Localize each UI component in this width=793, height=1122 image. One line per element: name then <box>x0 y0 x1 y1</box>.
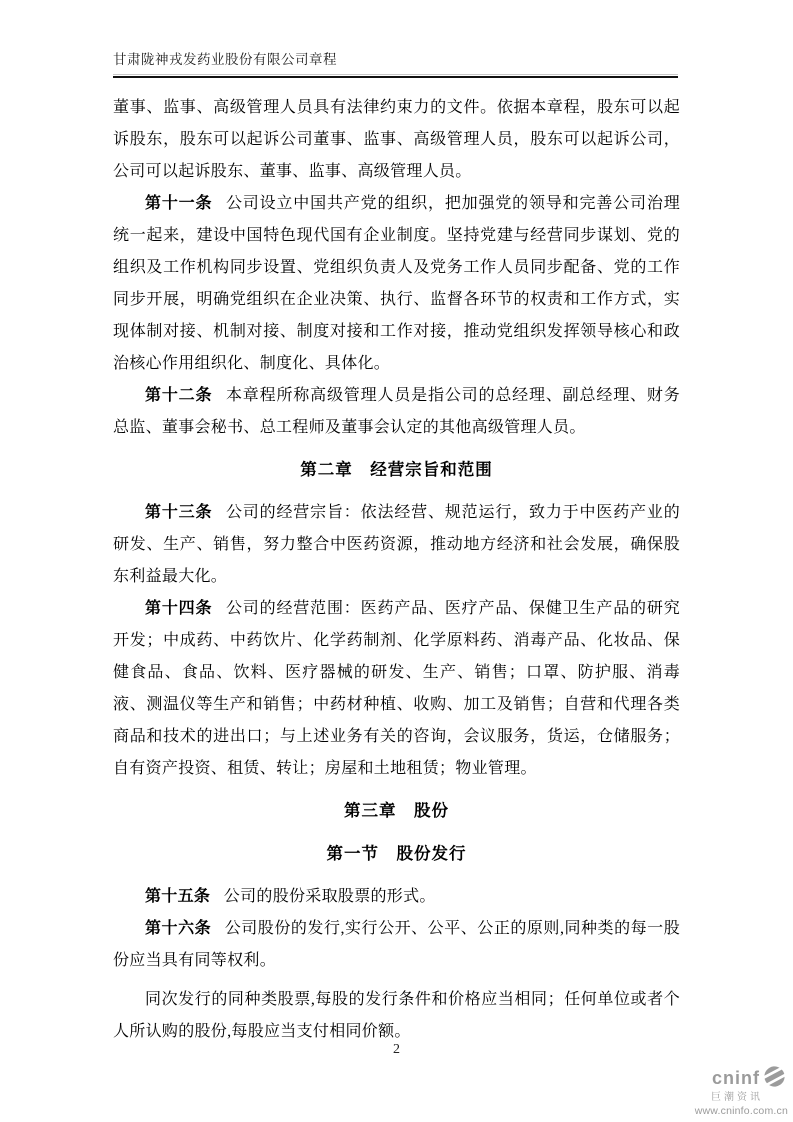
article-14-number: 第十四条 <box>145 600 213 617</box>
article-13 <box>113 497 680 593</box>
article-16-text: 公司股份的发行,实行公开、公平、公正的原则,同种类的每一股份应当具有同等权利。 <box>113 920 680 969</box>
cninfo-chinese-name: 巨潮资讯 <box>711 1092 763 1104</box>
chapter-2-heading: 第二章 经营宗旨和范围 <box>300 461 493 479</box>
header-divider <box>113 74 678 78</box>
cninfo-logo-text: cninf <box>712 1068 760 1089</box>
article-12-number: 第十二条 <box>145 387 213 404</box>
cninfo-swirl-icon <box>762 1065 787 1093</box>
paragraph-continuation: 董事、监事、高级管理人员具有法律约束力的文件。依据本章程，股东可以起诉股东，股东可以起诉公司董事、监事、高级管理人员，股东可以起诉公司，公司可以起诉股东、董事、监事、高级管理人员。 <box>113 99 680 180</box>
document-title: 甘肃陇神戎发药业股份有限公司章程 <box>113 52 337 67</box>
article-12 <box>113 380 680 444</box>
document-body <box>113 92 680 1048</box>
article-14 <box>113 593 680 785</box>
chapter-3-heading: 第三章 股份 <box>344 802 449 820</box>
article-11-text: 公司设立中国共产党的组织，把加强党的领导和完善公司治理统一起来，建设中国特色现代国有企业制度。坚持党建与经营同步谋划、党的组织及工作机构同步设置、党组织负责人及党务工作人员同步配备、党的工作同步开展，明确党组织在企业决策、执行、监督各环节的权责和工作方式，实现体制对接、机制对接、制度对接和工作对接，推动党组织发挥领导核心和政治核心作用组织化、制度化、具体化。 <box>113 195 681 372</box>
article-16-number: 第十六条 <box>145 920 212 937</box>
article-13-number: 第十三条 <box>145 504 213 521</box>
article-15 <box>113 881 680 913</box>
article-11 <box>113 188 680 380</box>
section-1-heading: 第一节 股份发行 <box>326 845 467 863</box>
running-header <box>113 48 678 78</box>
cninfo-url: www.cninfo.com.cn <box>694 1104 788 1117</box>
article-15-text: 公司的股份采取股票的形式。 <box>223 888 436 905</box>
article-15-number: 第十五条 <box>145 888 211 905</box>
page-number: 2 <box>393 1042 400 1057</box>
article-12-text: 本章程所称高级管理人员是指公司的总经理、副总经理、财务总监、董事会秘书、总工程师及董事会认定的其他高级管理人员。 <box>113 387 681 436</box>
article-13-text: 公司的经营宗旨：依法经营、规范运行，致力于中医药产业的研发、生产、销售，努力整合中医药资源，推动地方经济和社会发展，确保股东利益最大化。 <box>113 504 681 585</box>
article-16 <box>113 913 680 977</box>
cninfo-watermark <box>679 1065 789 1117</box>
paragraph-same-issue: 同次发行的同种类股票,每股的发行条件和价格应当相同；任何单位或者个人所认购的股份,每股应当支付相同价额。 <box>113 991 680 1040</box>
article-11-number: 第十一条 <box>145 195 213 212</box>
article-14-text: 公司的经营范围：医药产品、医疗产品、保健卫生产品的研究开发；中成药、中药饮片、化学药制剂、化学原料药、消毒产品、化妆品、保健食品、食品、饮料、医疗器械的研发、生产、销售；口罩、防护服、消毒液、测温仪等生产和销售；中药材种植、收购、加工及销售；自营和代理各类商品和技术的进出口；与上述业务有关的咨询，会议服务，货运，仓储服务；自有资产投资、租赁、转让；房屋和土地租赁；物业管理。 <box>113 600 681 777</box>
cninfo-logo-row <box>679 1065 789 1093</box>
